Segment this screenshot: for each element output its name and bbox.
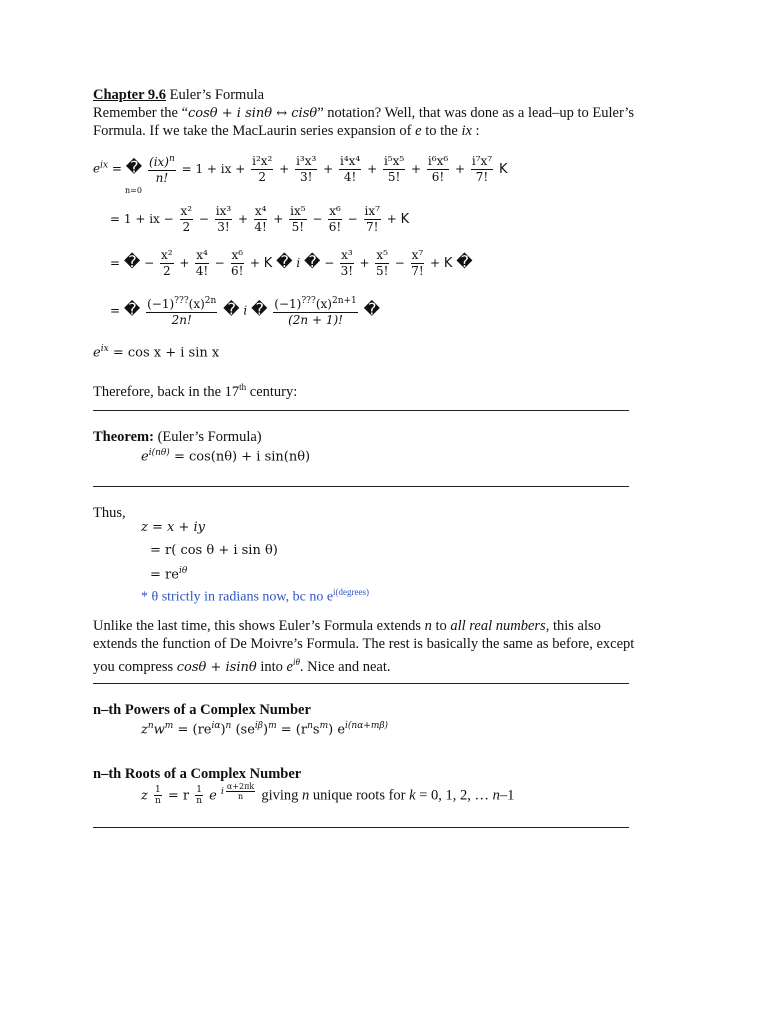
roots-text: = 0, 1, 2, …	[415, 787, 493, 804]
euler-result	[93, 344, 219, 360]
term-num: x⁶	[329, 204, 341, 218]
term-num: i⁷x⁷	[471, 153, 493, 168]
one: 1	[196, 785, 202, 796]
unlike-line-1	[93, 617, 601, 635]
result-rhs: = cos x + i sin x	[112, 345, 220, 361]
therefore-line	[93, 378, 297, 401]
radians-note	[141, 583, 369, 607]
unlike-line-2: extends the function of De Moivre’s Formula. The rest is basically the same as before, except	[93, 636, 635, 652]
sum-lower-bound: n=0	[125, 186, 142, 195]
s: s	[312, 722, 320, 738]
n: n	[196, 796, 203, 807]
powers-title: n–th Powers of a Complex Number	[93, 702, 311, 718]
unlike-text: to	[431, 618, 451, 634]
thus-line-1	[141, 520, 205, 535]
term-num: i⁴x⁴	[340, 153, 361, 168]
ibeta: iβ	[254, 721, 264, 731]
neg-one: (−1)	[274, 297, 302, 311]
theorem-heading	[93, 428, 262, 446]
polar-form: = r( cos θ + i sin θ)	[150, 543, 278, 558]
term-den: 5!	[387, 169, 401, 184]
sum-fraction	[148, 152, 176, 186]
term-den: 6!	[328, 220, 342, 234]
thus-line-3	[150, 566, 187, 582]
exp-form-exp: iθ	[178, 566, 188, 576]
e: e	[209, 788, 217, 804]
n-symbol: n	[424, 618, 432, 634]
unlike-text: . Nice and neat.	[299, 658, 391, 675]
plus: +	[411, 161, 422, 176]
plus: +	[454, 161, 466, 176]
unlike-text: Unlike the last time, this shows Euler’s Formula extends	[93, 618, 425, 634]
re: = (re	[177, 722, 212, 738]
term-frac	[339, 154, 361, 185]
m: m	[319, 721, 329, 731]
term-den: 7!	[365, 220, 379, 234]
term-den: 6!	[231, 264, 244, 278]
ialpha: iα	[211, 721, 221, 731]
n: n	[147, 721, 154, 731]
one-over-n	[195, 785, 203, 806]
divider-3	[93, 683, 629, 684]
neg-one-exp: ???	[301, 296, 316, 306]
sum-denominator: n!	[155, 171, 169, 185]
term-den: 3!	[217, 220, 230, 234]
term-den: 7!	[411, 264, 424, 278]
intro-line-1	[93, 104, 634, 123]
ellipsis-k: K	[263, 256, 273, 271]
plus: +	[323, 161, 334, 176]
missing-sum-glyph: �	[251, 299, 268, 319]
theorem-formula	[141, 448, 310, 464]
term-den: 5!	[375, 264, 389, 278]
therefore-text: Therefore, back in the 17	[93, 383, 240, 400]
term-den: 2	[258, 169, 267, 184]
root-den: n	[237, 792, 244, 801]
w: w	[153, 722, 165, 738]
derivation-row-4: = � $\frac{(-1)^{???}(x)^{2n}}{2n!}$ � i � $\frac{(-1)^{???}(x)^{2n+1}}{(2n + 1)!}$ �	[110, 296, 381, 327]
term-num: i⁵x⁵	[383, 153, 405, 168]
term-num: x⁷	[411, 248, 424, 262]
all-real-numbers: all real numbers	[450, 618, 546, 634]
term-num: x²	[180, 204, 193, 218]
unlike-text: , this also	[545, 618, 601, 634]
term-den: 3!	[299, 169, 313, 184]
unlike-text: into	[256, 658, 287, 675]
sum-numerator: (ix)	[149, 155, 169, 169]
plus: +	[279, 161, 290, 176]
odd-sum-fraction	[273, 294, 357, 328]
term-num: x⁴	[196, 248, 208, 262]
missing-bracket-glyph: �	[456, 252, 473, 271]
thus-line-2	[150, 543, 278, 558]
intro-text-2: Formula. If we take the MacLaurin series expansion of	[93, 123, 416, 139]
powers-formula	[141, 721, 388, 737]
derivation-row-3: = � − $\frac{\text{x²}}{2}$ + $\frac{\text{x⁴}}{4!}$ − $\frac{\text{x⁶}}{6!}$ + K � i � − $\frac{\text{x³}}{3!}$ + $\frac{\text{x⁵}}{5!}$ − $\frac{\text{x⁷}}{7!}$ + K �	[110, 248, 473, 278]
n: n	[302, 787, 310, 804]
exp-symbol: iθ	[292, 657, 300, 667]
n: n	[307, 721, 313, 731]
z-def: z = x + iy	[141, 520, 205, 535]
plus: +	[367, 161, 378, 176]
neg-one-exp: ???	[174, 296, 189, 306]
term-frac	[295, 154, 317, 185]
exp-form: = re	[150, 567, 179, 583]
x-exp: 2n+1	[331, 296, 357, 306]
m: m	[268, 721, 277, 731]
roots-title: n–th Roots of a Complex Number	[93, 766, 302, 782]
intro-line-2	[93, 122, 480, 140]
roots-formula	[141, 782, 514, 806]
sum-numerator-exp: n	[168, 154, 175, 164]
term-den: 5!	[291, 220, 305, 234]
term-den: 2	[162, 264, 171, 278]
term-num: x⁴	[254, 204, 267, 218]
missing-sum-glyph: �	[123, 299, 141, 319]
ix-symbol: ix	[461, 123, 472, 139]
chapter-heading	[93, 86, 264, 104]
divider-1	[93, 410, 629, 411]
theorem-e: e	[141, 449, 149, 465]
ellipsis-k: K	[443, 256, 453, 271]
result-e: e	[93, 345, 101, 361]
even-denominator: 2n!	[171, 313, 192, 327]
x-term: (x)	[188, 297, 205, 311]
missing-bracket-glyph: �	[223, 299, 240, 319]
theorem-exp: i(nθ)	[148, 448, 170, 458]
missing-bracket-glyph: �	[276, 252, 293, 271]
eq-r: = r	[167, 788, 190, 804]
e-symbol: e	[286, 658, 293, 675]
term-num: i⁶x⁶	[427, 153, 449, 168]
z: z	[141, 722, 148, 738]
close: )	[220, 722, 226, 738]
note-text: * θ strictly in radians now, bc no e	[141, 589, 334, 605]
term-frac	[251, 154, 273, 185]
term-frac	[471, 154, 493, 185]
ordinal-suffix: th	[239, 382, 247, 392]
chapter-number: Chapter 9.6	[93, 87, 167, 103]
term-frac	[427, 154, 449, 185]
e: ) e	[328, 722, 346, 738]
one: 1	[155, 785, 161, 796]
missing-bracket-glyph: �	[363, 299, 381, 319]
term-den: 4!	[343, 169, 357, 184]
x-term: (x)	[315, 297, 332, 311]
close: )	[263, 722, 269, 738]
n: n	[154, 796, 161, 807]
row2-lead: = 1 + ix −	[110, 212, 174, 226]
m: m	[164, 721, 174, 731]
missing-bracket-glyph: �	[123, 252, 141, 271]
term-num: ix³	[215, 204, 232, 218]
theorem-name: (Euler’s Formula)	[153, 429, 262, 445]
result-exp: ix	[100, 344, 109, 354]
roots-text: –1	[499, 787, 515, 804]
intro-text: Remember the “	[93, 105, 189, 121]
cis-notation: cosθ + i sinθ ↔ cisθ	[188, 106, 318, 121]
thus-label: Thus,	[93, 505, 126, 521]
root-num: α+2πk	[226, 782, 255, 791]
term-den: 7!	[475, 169, 489, 184]
one-over-n	[154, 785, 162, 806]
term-den: 4!	[195, 264, 209, 278]
intro-text-2c: :	[471, 123, 480, 139]
term-frac	[383, 154, 405, 185]
term-num: x³	[341, 248, 353, 262]
even-sum-fraction	[146, 294, 217, 328]
lhs-exp: ix	[100, 160, 109, 171]
derivation-row-1: $e^{ix}$ = � $\frac{(ix)^n}{n!}$ = 1 + ix + $\frac{\text{i²x²}}{2}$ + $\frac{\text{i³x³}}{3!}$ + $\frac{\text{i⁴x⁴}}{4!}$ + $\frac{\text{i⁵x⁵}}{5!}$ + $\frac{\text{i⁶x⁶}}{6!}$ + $\frac{\text{i⁷x⁷}}{7!}$ K n=0	[93, 153, 508, 195]
exp: i(nα+mβ)	[345, 721, 389, 731]
x-exp: 2n	[204, 296, 217, 306]
note-exp: i(degrees)	[333, 587, 370, 597]
intro-text-cont: ” notation? Well, that was done as a lead–up to Euler’s	[317, 105, 635, 121]
missing-sum-glyph: �	[125, 157, 143, 177]
neg-one: (−1)	[147, 297, 175, 311]
e-symbol: e	[415, 123, 422, 139]
term-den: 2	[182, 220, 191, 234]
chapter-title: Euler’s Formula	[169, 87, 265, 103]
row1-lead: = 1 + ix +	[181, 161, 246, 176]
theorem-rhs: = cos(nθ) + i sin(nθ)	[173, 449, 311, 465]
unlike-line-3	[93, 653, 390, 677]
therefore-text-end: century:	[246, 383, 298, 400]
term-num: x²	[160, 248, 173, 262]
roots-text: giving	[261, 787, 303, 804]
i: i	[220, 787, 224, 797]
derivation-row-2: = 1 + ix − $\frac{\text{x²}}{2}$ − $\frac{\text{ix³}}{3!}$ + $\frac{\text{x⁴}}{4!}$ + $\frac{\text{ix⁵}}{5!}$ − $\frac{\text{x⁶}}{6!}$ − $\frac{\text{ix⁷}}{7!}$ + K	[110, 204, 410, 234]
roots-text: unique roots for	[309, 787, 410, 804]
odd-denominator: (2n + 1)!	[288, 313, 343, 327]
ellipsis-k: K	[498, 161, 508, 177]
term-num: i²x²	[252, 153, 273, 168]
se: (se	[235, 722, 255, 738]
term-num: ix⁵	[290, 204, 306, 218]
term-num: x⁶	[231, 248, 244, 262]
lhs-e: e	[93, 161, 101, 176]
term-den: 6!	[431, 169, 445, 184]
term-den: 4!	[254, 220, 267, 234]
divider-4	[93, 827, 629, 828]
term-num: ix⁷	[364, 204, 380, 218]
z: z	[141, 788, 148, 804]
n: n	[225, 721, 232, 731]
ellipsis-k: K	[400, 212, 410, 227]
missing-bracket-glyph: �	[304, 252, 321, 271]
unlike-text: you compress	[93, 658, 177, 675]
r: = (r	[280, 722, 308, 738]
n: n	[492, 787, 500, 804]
cis-expression: cosθ + isinθ	[176, 659, 257, 675]
theorem-label: Theorem:	[93, 429, 154, 445]
term-num: x⁵	[376, 248, 388, 262]
k: k	[409, 787, 416, 804]
term-num: i³x³	[296, 153, 317, 168]
divider-2	[93, 486, 629, 487]
intro-text-2b: to the	[421, 123, 462, 139]
term-den: 3!	[340, 264, 354, 278]
